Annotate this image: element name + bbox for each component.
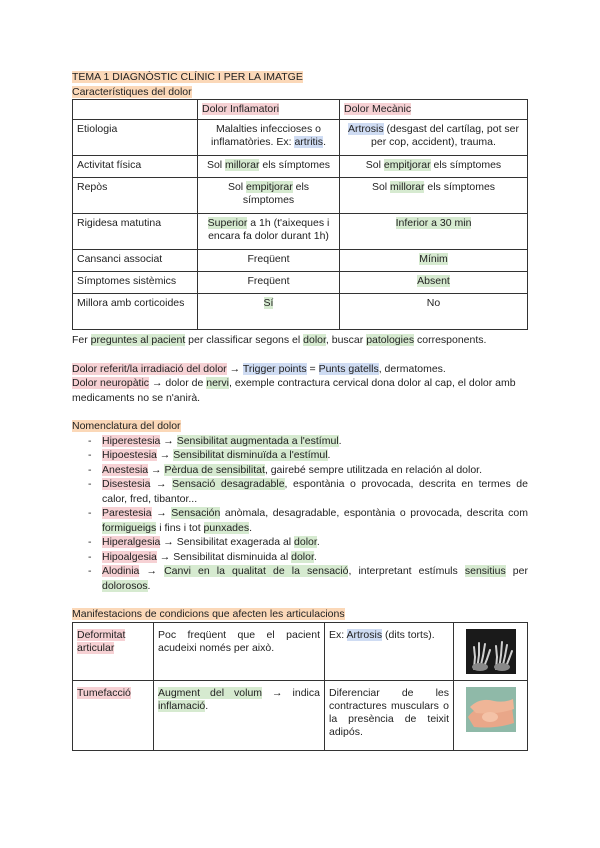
manifestacions-table — [72, 622, 528, 751]
cell-mecanic: No — [340, 294, 528, 330]
nomenclatura-list — [72, 434, 528, 594]
header-inflamatori: Dolor Inflamatori — [198, 100, 340, 120]
cell-mecanic: Mínim — [340, 250, 528, 272]
list-item: - Hiperestesia → Sensibilitat augmentada a l'estímul. — [102, 434, 528, 449]
empty-header-cell — [73, 100, 198, 120]
list-item: - Parestesia → Sensación anòmala, desagradable, espontània o provocada, descrita com formigueigs i fins i tot punxades. — [102, 506, 528, 535]
cell-mecanic: Sol empitjorar els símptomes — [340, 156, 528, 178]
row-label: Activitat física — [73, 156, 198, 178]
paragraph-classify: Fer preguntes al pacient per classificar segons el dolor, buscar patologies corresponents. — [72, 334, 487, 346]
cell-mecanic: Artrosis (desgast del cartílag, pot ser per cop, accident), trauma. — [340, 120, 528, 156]
cell-mecanic: Absent — [340, 272, 528, 294]
table-row — [73, 294, 528, 330]
document-page — [72, 70, 528, 751]
pain-characteristics-table — [72, 99, 528, 330]
row-desc: Poc freqüent que el pacient acudeixi només per això. — [154, 622, 325, 680]
row-label: Cansanci associat — [73, 250, 198, 272]
cell-inflamatori: Sol millorar els símptomes — [198, 156, 340, 178]
row-image — [454, 680, 528, 750]
table-row — [73, 272, 528, 294]
list-item: - Hipoalgesia → Sensibilitat disminuida al dolor. — [102, 550, 528, 565]
table-row — [73, 680, 528, 750]
table-row — [73, 178, 528, 214]
row-example: Diferenciar de les contractures musculars o la presència de teixit adipós. — [325, 680, 454, 750]
list-item: - Disestesia → Sensació desagradable, espontània o provocada, descrita en termes de calor, fred, tibantor... — [102, 477, 528, 506]
row-image — [454, 622, 528, 680]
cell-inflamatori: Sí — [198, 294, 340, 330]
row-label: Repòs — [73, 178, 198, 214]
cell-mecanic: Inferior a 30 min — [340, 214, 528, 250]
table-header-row — [73, 100, 528, 120]
row-label: Etiologia — [73, 120, 198, 156]
header-mecanic: Dolor Mecànic — [340, 100, 528, 120]
table-row — [73, 250, 528, 272]
cell-inflamatori: Superior a 1h (t'aixeques i encara fa dolor durant 1h) — [198, 214, 340, 250]
table-row — [73, 120, 528, 156]
list-item: - Hiperalgesia → Sensibilitat exagerada al dolor. — [102, 535, 528, 550]
cell-inflamatori: Malalties infeccioses o inflamatòries. Ex: artritis. — [198, 120, 340, 156]
nomenclatura-title: Nomenclatura del dolor — [72, 420, 181, 432]
hand-xray-image — [466, 629, 516, 674]
cell-inflamatori: Sol empitjorar els símptomes — [198, 178, 340, 214]
manifestacions-title: Manifestacions de condicions que afecten les articulacions — [72, 608, 345, 620]
row-desc: Augment del volum → indica inflamació. — [154, 680, 325, 750]
list-item: - Alodinia → Canvi en la qualitat de la sensació, interpretant estímuls sensitius per dolorosos. — [102, 564, 528, 593]
paragraph-neuropatic: Dolor neuropàtic → dolor de nervi, exemple contractura cervical dona dolor al cap, el dolor amb medicaments no se n'anirà. — [72, 377, 516, 404]
row-example: Ex: Artrosis (dits torts). — [325, 622, 454, 680]
table-row — [73, 622, 528, 680]
row-label: Símptomes sistèmics — [73, 272, 198, 294]
list-item: - Anestesia → Pèrdua de sensibilitat, gairebé sempre utilitzada en relación al dolor. — [102, 463, 528, 478]
cell-inflamatori: Freqüent — [198, 250, 340, 272]
section-subtitle: Característiques del dolor — [72, 85, 192, 98]
row-label: Rigidesa matutina — [73, 214, 198, 250]
swollen-feet-image — [466, 687, 516, 732]
doc-title: TEMA 1 DIAGNÒSTIC CLÍNIC I PER LA IMATGE — [72, 71, 303, 83]
cell-inflamatori: Freqüent — [198, 272, 340, 294]
table-row — [73, 214, 528, 250]
cell-mecanic: Sol millorar els símptomes — [340, 178, 528, 214]
paragraph-referit: Dolor referit/la irradiació del dolor → Trigger points = Punts gatells, dermatomes. — [72, 362, 446, 375]
table-row — [73, 156, 528, 178]
row-label: Deformitat articular — [73, 622, 154, 680]
row-label: Tumefacció — [73, 680, 154, 750]
row-label: Millora amb corticoides — [73, 294, 198, 330]
list-item: - Hipoestesia → Sensibilitat disminuïda a l'estímul. — [102, 448, 528, 463]
